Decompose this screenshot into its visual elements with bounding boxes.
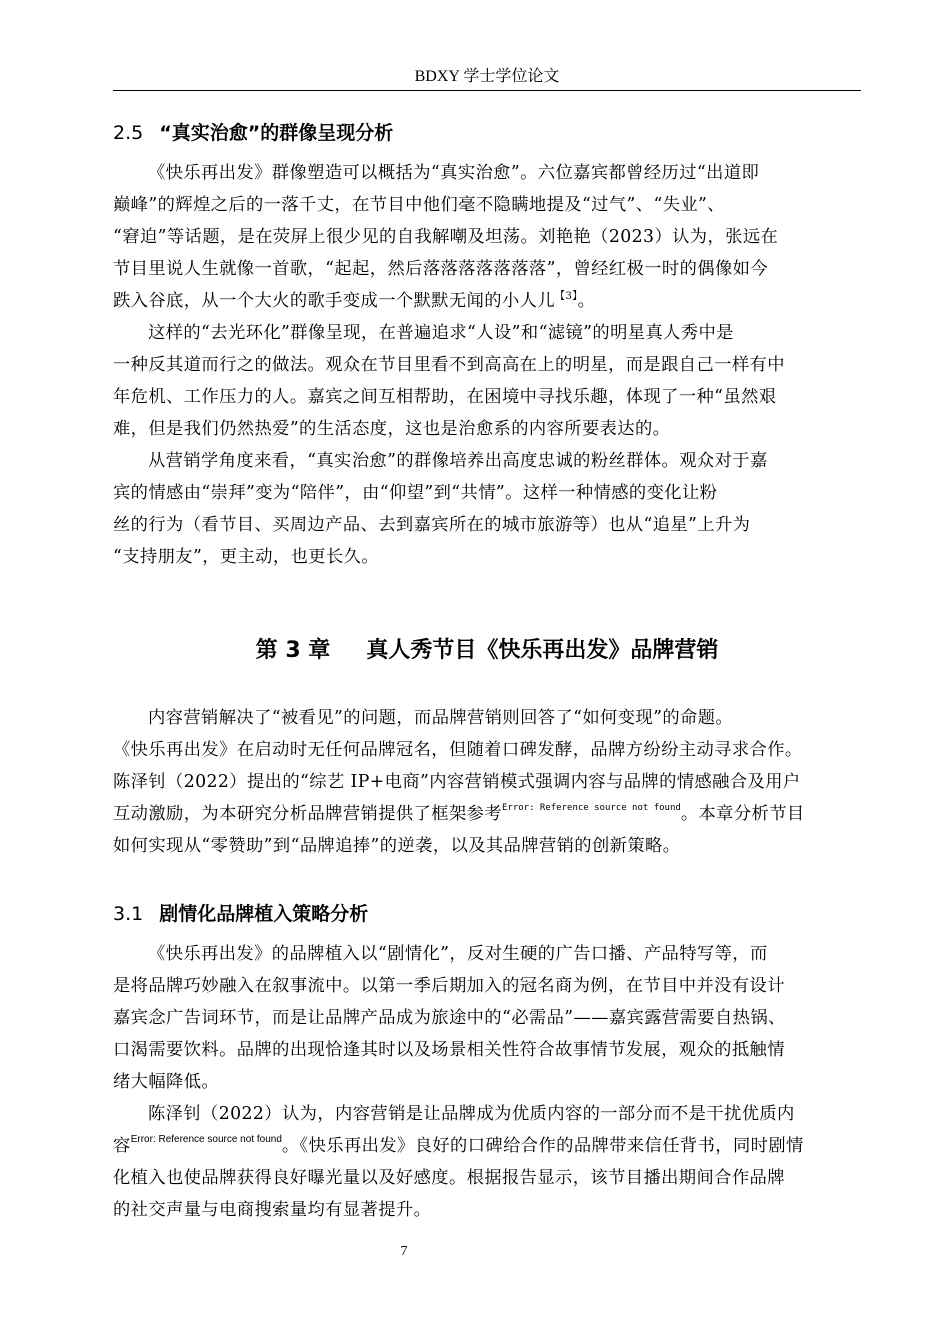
line-text: 。《快乐再出发》良好的口碑给合作的品牌带来信任背书，同时剧情 [281,1136,804,1156]
page-header: BDXY 学士学位论文 [414,68,560,85]
section-title: “真实治愈”的群像呈现分析 [159,122,394,144]
paragraph-line: 绪大幅降低。 [113,1072,220,1092]
paragraph-6 [113,1098,865,1226]
paragraph-line: 宾的情感由“崇拜”变为“陪伴”，由“仰望”到“共情”。这样一种情感的变化让粉 [113,483,718,503]
paragraph-line: 是将品牌巧妙融入在叙事流中。以第一季后期加入的冠名商为例，在节目中并没有设计 [113,976,785,996]
section-heading-2-5 [113,120,861,146]
paragraph-1 [113,157,865,317]
paragraph-line: 一种反其道而行之的做法。观众在节目里看不到高高在上的明星，而是跟自己一样有中 [113,355,785,375]
chapter-number: 第 3 章 [255,638,331,663]
line-text: 。 [577,291,596,311]
section-number: 2.5 [113,122,144,144]
paragraph-line: 巅峰”的辉煌之后的一落千丈，在节目中他们毫不隐瞒地提及“过气”、“失业”、 [113,195,725,215]
line-text: 互动激励，为本研究分析品牌营销提供了框架参考 [113,804,502,824]
paragraph-line: 嘉宾念广告词环节，而是让品牌产品成为旅途中的“必需品”——嘉宾露营需要自热锅、 [113,1008,786,1028]
line-text: 容 [113,1136,131,1156]
paragraph-line: 《快乐再出发》在启动时无任何品牌冠名，但随着口碑发酵，品牌方纷纷主动寻求合作。 [113,740,803,760]
reference-error: Error: Reference source not found [502,803,681,813]
paragraph-line: 《快乐再出发》的品牌植入以“剧情化”，反对生硬的广告口播、产品特写等，而 [148,944,768,964]
citation-reference: 【3】 [555,291,578,303]
paragraph-3 [113,445,865,573]
reference-error: Error: Reference source not found [130,1134,282,1145]
section-heading-3-1 [113,901,861,927]
paragraph-line: “支持朋友”，更主动，也更长久。 [113,547,380,567]
line-text: 跌入谷底，从一个大火的歌手变成一个默默无闻的小人儿 [113,291,556,311]
paragraph-line: 《快乐再出发》群像塑造可以概括为“真实治愈”。六位嘉宾都曾经历过“出道即 [148,163,760,183]
paragraph-line [113,798,865,830]
page-number: 7 [400,1244,408,1259]
paragraph-line: 内容营销解决了“被看见”的问题，而品牌营销则回答了“如何变现”的命题。 [148,708,734,728]
paragraph-2 [113,317,865,445]
paragraph-line: 难，但是我们仍然热爱”的生活态度，这也是治愈系的内容所要表达的。 [113,419,671,439]
chapter-heading [113,636,861,666]
paragraph-line: 的社交声量与电商搜索量均有显著提升。 [113,1200,432,1220]
paragraph-line: 陈泽钊（2022）提出的“综艺 IP+电商”内容营销模式强调内容与品牌的情感融合及用户 [113,772,801,792]
paragraph-line [113,285,865,317]
paragraph-5 [113,938,865,1098]
paragraph-line: 丝的行为（看节目、买周边产品、去到嘉宾所在的城市旅游等）也从“追星”上升为 [113,515,751,535]
paragraph-line [113,1130,865,1162]
paragraph-line: 从营销学角度来看，“真实治愈”的群像培养出高度忠诚的粉丝群体。观众对于嘉 [148,451,768,471]
paragraph-line: 化植入也使品牌获得良好曝光量以及好感度。根据报告显示，该节目播出期间合作品牌 [113,1168,785,1188]
header-rule [113,90,861,91]
paragraph-line: 如何实现从“零赞助”到“品牌追捧”的逆袭，以及其品牌营销的创新策略。 [113,836,681,856]
paragraph-line: 年危机、工作压力的人。嘉宾之间互相帮助，在困境中寻找乐趣，体现了一种“虽然艰 [113,387,777,407]
paragraph-4 [113,702,865,862]
paragraph-line: 这样的“去光环化”群像呈现，在普遍追求“人设”和“滤镜”的明星真人秀中是 [148,323,734,343]
paragraph-line: 陈泽钊（2022）认为，内容营销是让品牌成为优质内容的一部分而不是干扰优质内 [148,1104,795,1124]
paragraph-line: “窘迫”等话题，是在荧屏上很少见的自我解嘲及坦荡。刘艳艳（2023）认为，张远在 [113,227,779,247]
line-text: 。本章分析节目 [680,804,805,824]
paragraph-line: 节目里说人生就像一首歌，“起起，然后落落落落落落落”，曾经红极一时的偶像如今 [113,259,768,279]
chapter-title: 真人秀节目《快乐再出发》品牌营销 [366,638,719,663]
section-title: 剧情化品牌植入策略分析 [159,903,369,925]
paragraph-line: 口渴需要饮料。品牌的出现恰逢其时以及场景相关性符合故事情节发展，观众的抵触情 [113,1040,785,1060]
section-number: 3.1 [113,903,144,925]
